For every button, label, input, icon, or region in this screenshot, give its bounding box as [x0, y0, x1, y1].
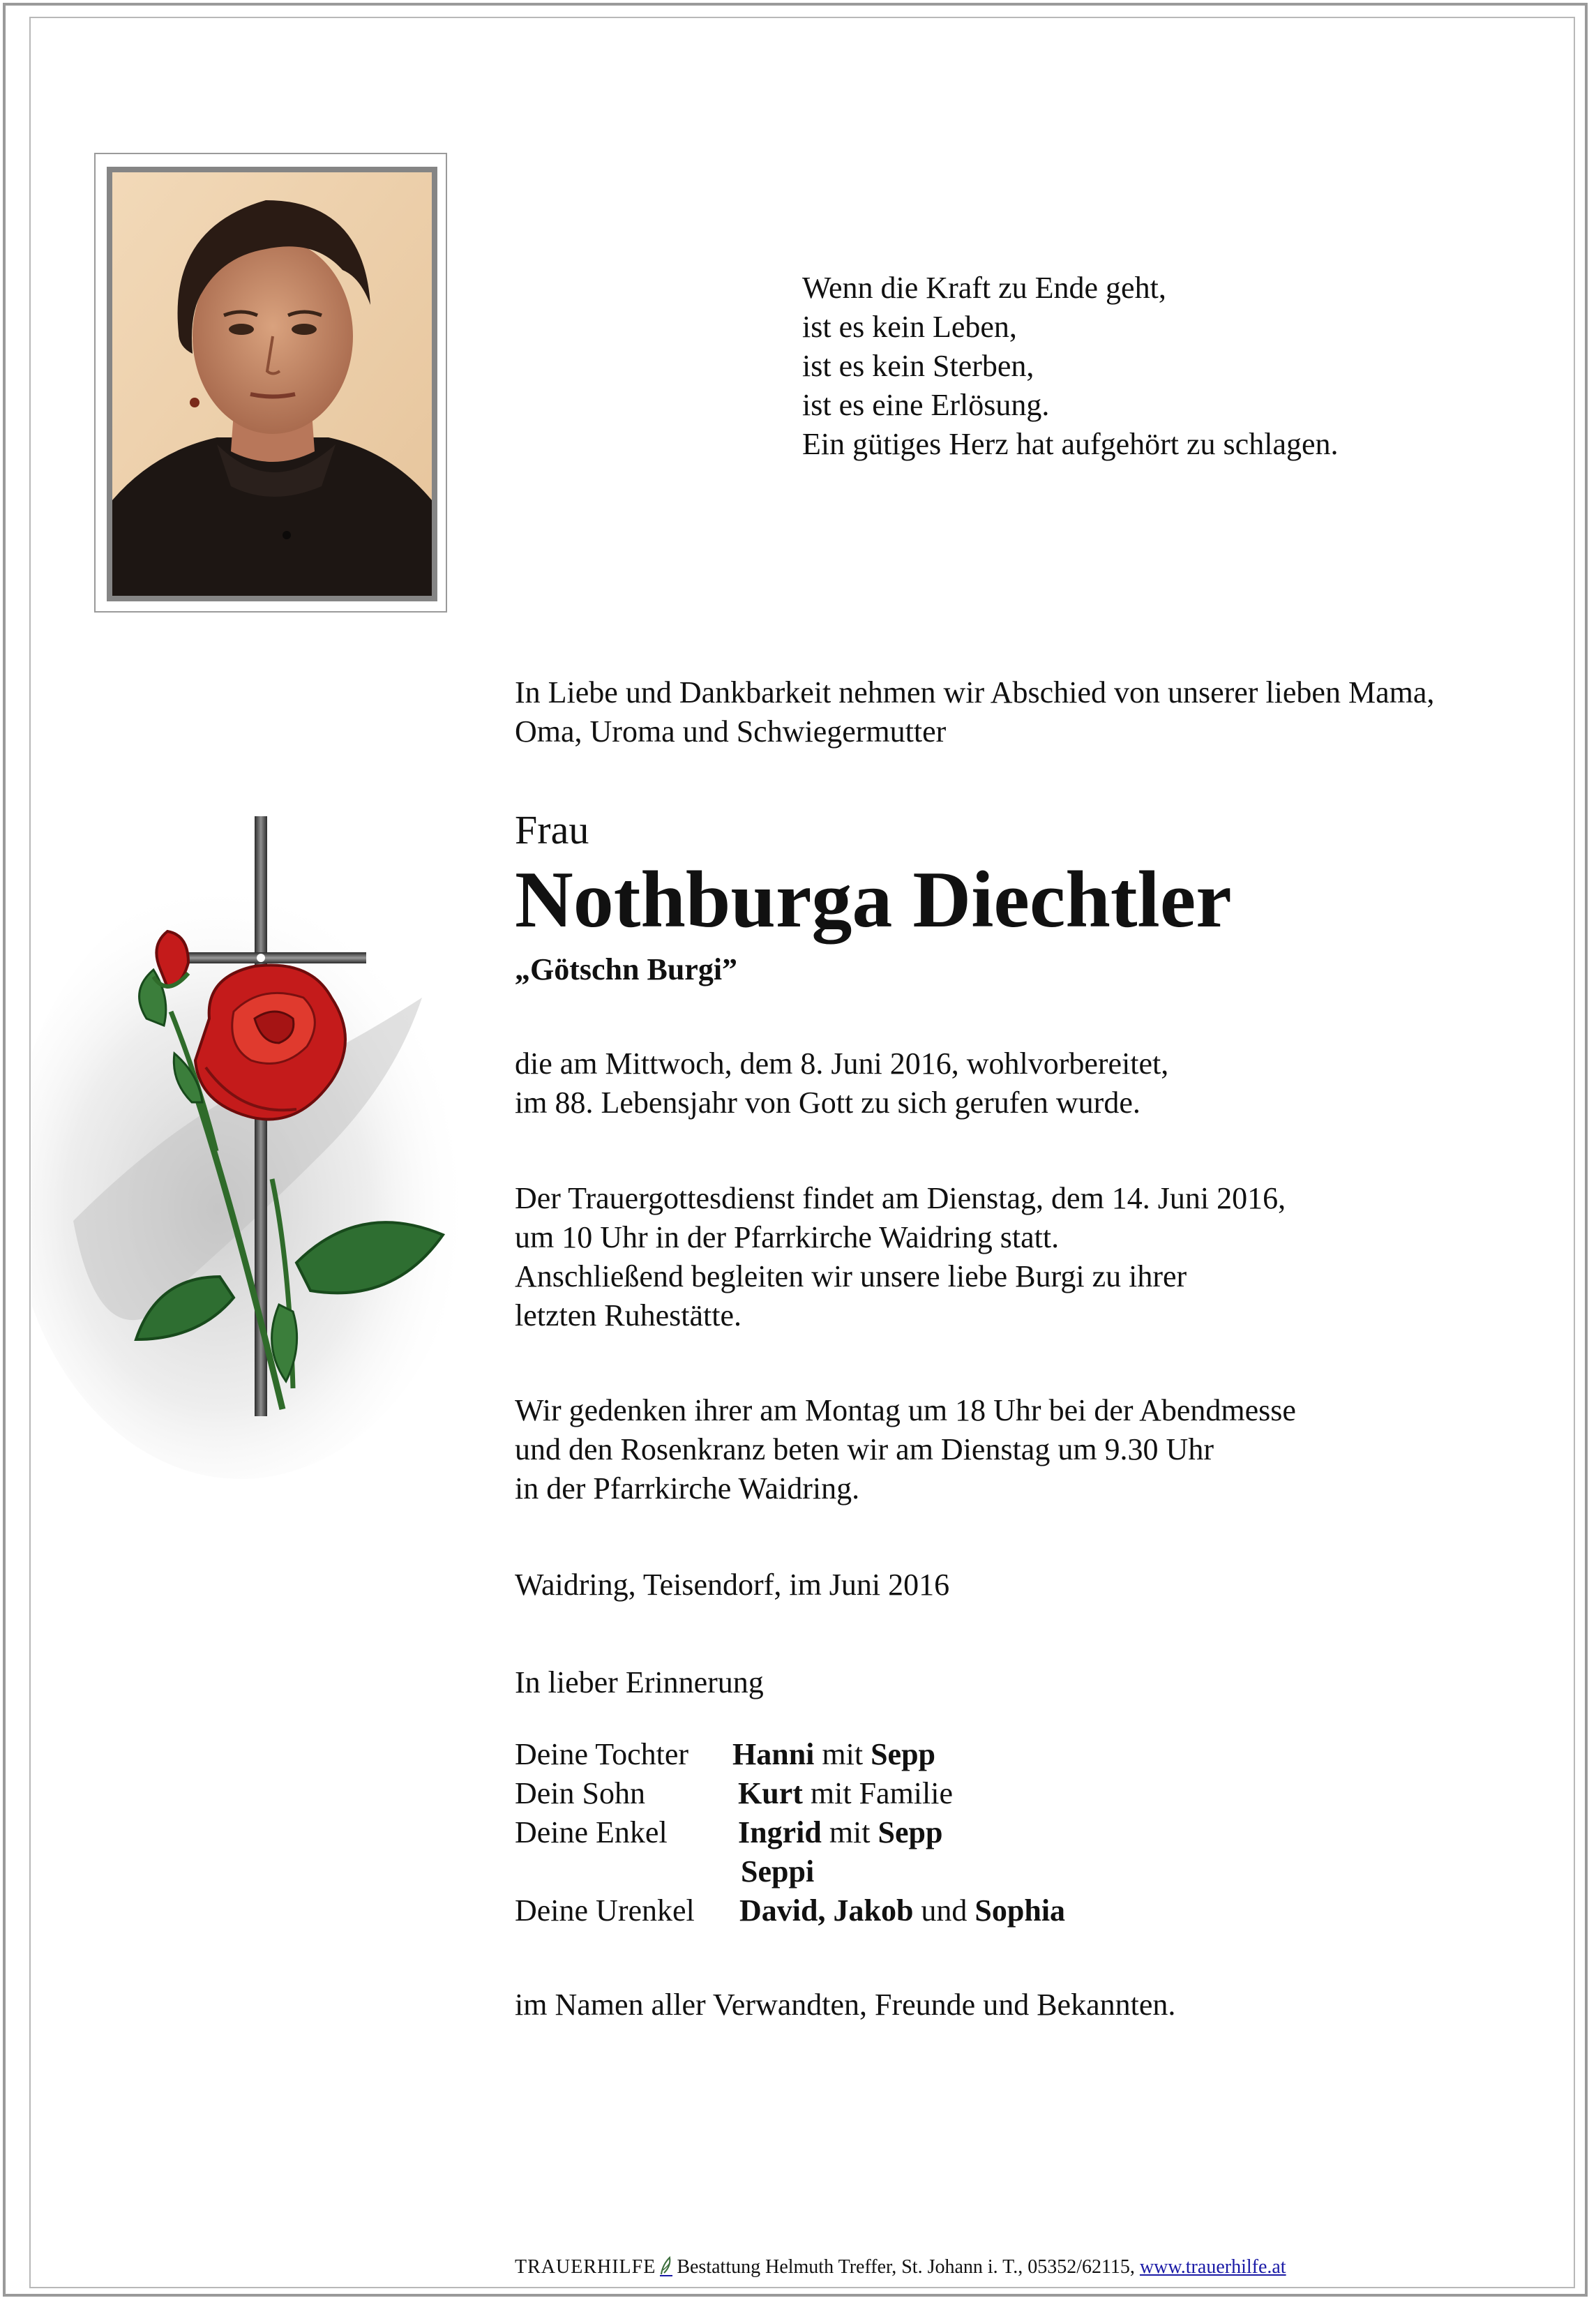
portrait-frame	[94, 153, 447, 613]
leaf-icon	[658, 2255, 674, 2277]
funeral-line: Anschließend begleiten wir unsere liebe Burgi zu ihrer	[515, 1259, 1187, 1293]
death-line: im 88. Lebensjahr von Gott zu sich gerufen wurde.	[515, 1086, 1140, 1120]
poem-line: ist es kein Leben,	[802, 310, 1017, 344]
poem-line: Ein gütiges Herz hat aufgehört zu schlagen.	[802, 427, 1339, 461]
death-notice	[515, 1044, 1547, 1123]
relation-names: Hanni mit Sepp	[732, 1737, 936, 1771]
relation-names: Kurt mit Familie	[738, 1776, 953, 1810]
poem-line: Wenn die Kraft zu Ende geht,	[802, 271, 1166, 305]
intro-text	[515, 673, 1547, 751]
deceased-name: Nothburga Diechtler	[515, 855, 1232, 945]
funeral-line: um 10 Uhr in der Pfarrkirche Waidring statt.	[515, 1220, 1060, 1254]
relation-label: Deine Tochter	[515, 1737, 689, 1771]
funeral-line: Der Trauergottesdienst findet am Dienstag, dem 14. Juni 2016,	[515, 1181, 1286, 1215]
prayer-info	[515, 1391, 1547, 1508]
footer-text: Bestattung Helmuth Treffer, St. Johann i. T., 05352/62115,	[677, 2256, 1135, 2278]
funeral-info	[515, 1179, 1547, 1335]
family-row-daughter	[515, 1735, 1547, 1774]
closing-line: im Namen aller Verwandten, Freunde und Bekannten.	[515, 1988, 1176, 2022]
family-row-son	[515, 1774, 1547, 1813]
cross-with-rose-illustration	[31, 788, 506, 1535]
salutation: Frau	[515, 807, 589, 853]
poem	[802, 269, 1339, 464]
place-date: Waidring, Teisendorf, im Juni 2016	[515, 1568, 950, 1602]
prayer-line: und den Rosenkranz beten wir am Dienstag um 9.30 Uhr	[515, 1432, 1214, 1466]
funeral-line: letzten Ruhestätte.	[515, 1298, 741, 1332]
prayer-line: in der Pfarrkirche Waidring.	[515, 1471, 860, 1506]
poem-line: ist es kein Sterben,	[802, 349, 1034, 383]
intro-line: Oma, Uroma und Schwiegermutter	[515, 714, 947, 749]
poem-line: ist es eine Erlösung.	[802, 388, 1050, 422]
family-list	[515, 1735, 1547, 1930]
prayer-line: Wir gedenken ihrer am Montag um 18 Uhr bei der Abendmesse	[515, 1393, 1296, 1427]
footer-brand: TRAUERHILFE	[515, 2256, 656, 2278]
memory-heading: In lieber Erinnerung	[515, 1665, 764, 1699]
nickname: „Götschn Burgi”	[515, 952, 738, 986]
footer-link[interactable]: www.trauerhilfe.at	[1139, 2256, 1286, 2278]
intro-line: In Liebe und Dankbarkeit nehmen wir Abschied von unserer lieben Mama,	[515, 675, 1435, 709]
footer	[515, 2255, 1286, 2279]
relation-label: Dein Sohn	[515, 1776, 645, 1810]
family-row-greatgrandchildren	[515, 1891, 1547, 1930]
relation-label: Deine Urenkel	[515, 1893, 695, 1928]
relation-label: Deine Enkel	[515, 1815, 668, 1849]
portrait-photo	[107, 167, 437, 601]
relation-names: Ingrid mit Sepp	[738, 1815, 943, 1849]
relation-names: David, Jakob und Sophia	[739, 1893, 1066, 1928]
family-row-grandchildren	[515, 1813, 1547, 1852]
relation-names: Seppi	[741, 1854, 815, 1889]
death-line: die am Mittwoch, dem 8. Juni 2016, wohlvorbereitet,	[515, 1046, 1169, 1081]
family-row-grandchildren-2	[515, 1852, 1547, 1891]
